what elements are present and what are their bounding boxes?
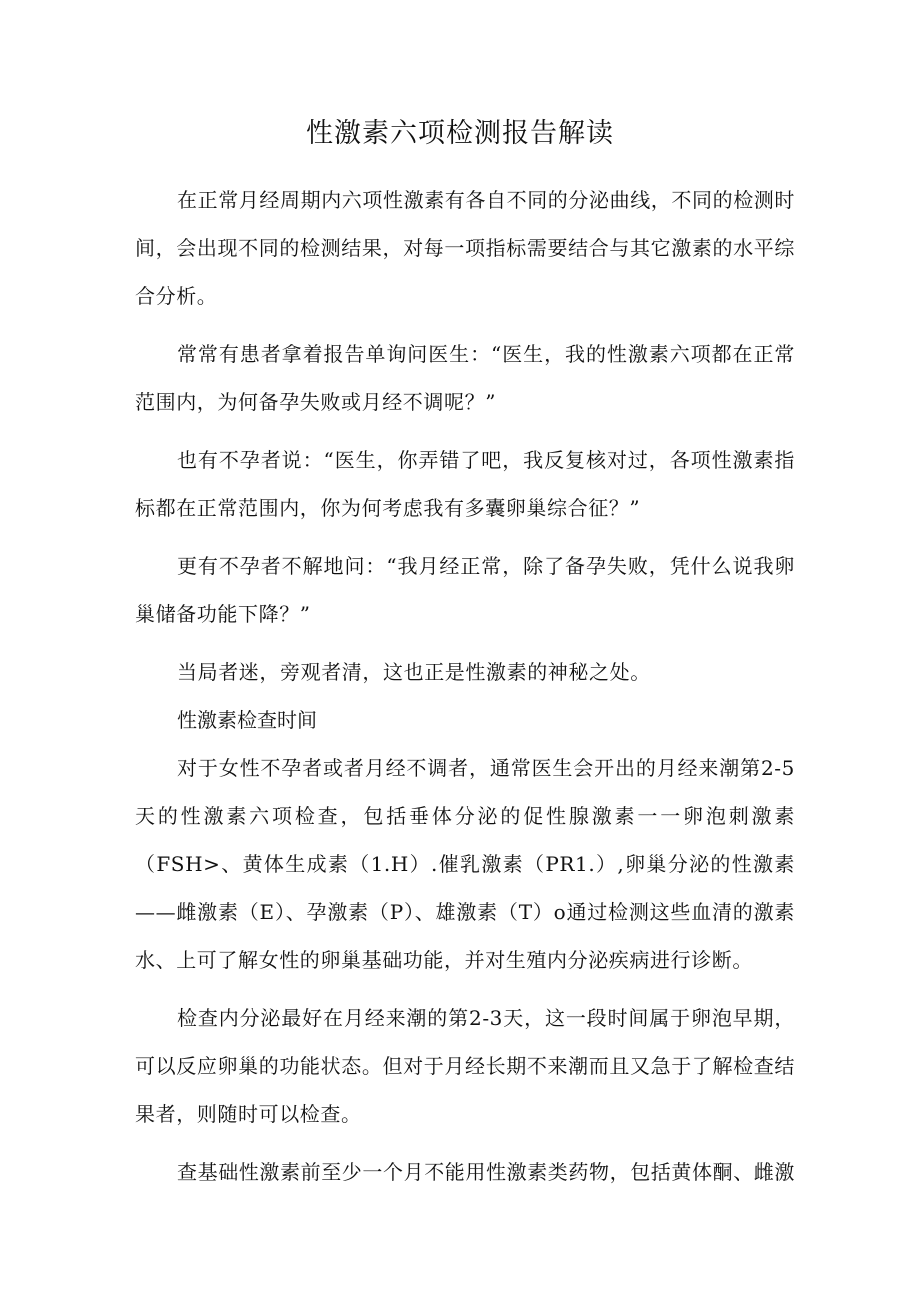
section-heading: 性激素检查时间: [177, 708, 317, 732]
document-body: [135, 176, 795, 1206]
paragraph-intro-4: 更有不孕者不解地问：“我月经正常，除了备孕失败，凭什么说我卵巢储备功能下降？”: [135, 554, 795, 626]
paragraph-intro-1: 在正常月经周期内六项性激素有各自不同的分泌曲线，不同的检测时间，会出现不同的检测结果，对每一项指标需要结合与其它激素的水平综合分析。: [135, 188, 795, 308]
paragraph-intro-2: 常常有患者拿着报告单询问医生：“医生，我的性激素六项都在正常范围内，为何备孕失败或月经不调呢？”: [135, 342, 795, 414]
paragraph-section-1: 对于女性不孕者或者月经不调者，通常医生会开出的月经来潮第2-5天的性激素六项检查，包括垂体分泌的促性腺激素一一卵泡刺激素（FSH>、黄体生成素（1.H）.催乳激素（PR1.）,卵巢分泌的性激素——雌激素（E）、孕激素（P）、雄激素（T）o通过检测这些血清的激素水、上可了解女性的卵巢基础功能，并对生殖内分泌疾病进行诊断。: [135, 756, 795, 972]
paragraph-intro-3: 也有不孕者说：“医生，你弄错了吧，我反复核对过，各项性激素指标都在正常范围内，你为何考虑我有多囊卵巢综合征？”: [135, 448, 795, 520]
paragraph-section-2: 检查内分泌最好在月经来潮的第2-3天，这一段时间属于卵泡早期，可以反应卵巢的功能状态。但对于月经长期不来潮而且又急于了解检查结果者，则随时可以检查。: [135, 1006, 795, 1126]
document-title: 性激素六项检测报告解读: [306, 118, 614, 149]
paragraph-section-3: 查基础性激素前至少一个月不能用性激素类药物，包括黄体酮、雌激: [177, 1160, 795, 1184]
paragraph-intro-5: 当局者迷，旁观者清，这也正是性激素的神秘之处。: [177, 660, 651, 684]
